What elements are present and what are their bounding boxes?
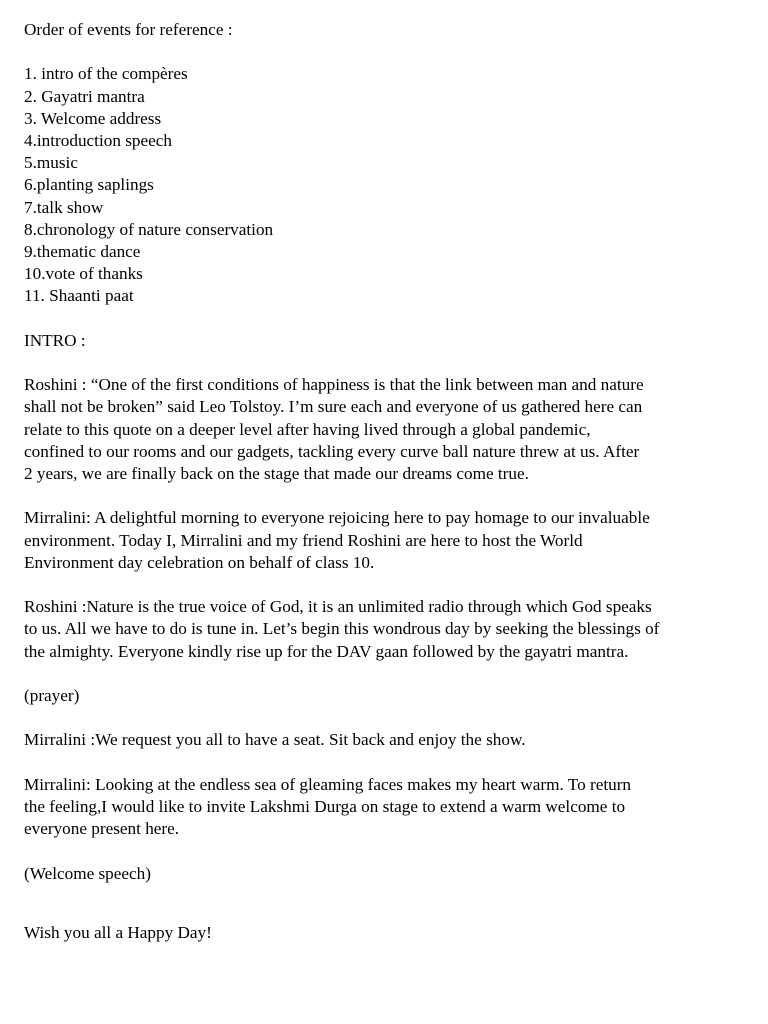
paragraph-line: Mirralini: A delightful morning to everyone rejoicing here to pay homage to our invaluable: [24, 508, 650, 528]
spacer: [24, 41, 760, 63]
events-list: [24, 63, 760, 307]
paragraph-line: the feeling,I would like to invite Lakshmi Durga on stage to extend a warm welcome to: [24, 796, 626, 816]
event-item: 3. Welcome address: [24, 108, 162, 128]
event-item: 11. Shaanti paat: [24, 286, 134, 306]
spacer: [24, 485, 760, 507]
paragraph-line: confined to our rooms and our gadgets, tackling every curve ball nature threw at us. After: [24, 441, 640, 461]
paragraph-line: relate to this quote on a deeper level after having lived through a global pandemic,: [24, 419, 591, 439]
paragraph-mirralini-welcome-invite: [24, 774, 760, 841]
paragraph-line: to us. All we have to do is tune in. Let’s begin this wondrous day by seeking the blessings of: [24, 619, 660, 639]
spacer: [24, 352, 760, 374]
paragraph-roshini-opening: [24, 374, 760, 485]
event-item: 5.music: [24, 153, 78, 173]
spacer: [24, 663, 760, 685]
paragraph-mirralini-seat: Mirralini :We request you all to have a seat. Sit back and enjoy the show.: [24, 730, 526, 750]
document-text: [24, 19, 760, 944]
closing-line: Wish you all a Happy Day!: [24, 922, 212, 942]
event-item: 9.thematic dance: [24, 242, 141, 262]
spacer: [24, 308, 760, 330]
events-heading: Order of events for reference :: [24, 20, 233, 39]
paragraph-line: everyone present here.: [24, 819, 180, 839]
stage-direction-prayer: (prayer): [24, 686, 80, 705]
spacer: [24, 752, 760, 774]
stage-direction-welcome-speech: (Welcome speech): [24, 863, 151, 883]
spacer: [24, 707, 760, 729]
event-item: 8.chronology of nature conservation: [24, 219, 274, 239]
event-item: 6.planting saplings: [24, 175, 154, 195]
paragraph-roshini-prayer-intro: [24, 596, 760, 663]
event-item: 7.talk show: [24, 197, 104, 217]
paragraph-line: Roshini : “One of the first conditions of happiness is that the link between man and nature: [24, 375, 644, 395]
paragraph-line: Mirralini: Looking at the endless sea of gleaming faces makes my heart warm. To return: [24, 774, 632, 794]
spacer: [24, 574, 760, 596]
intro-heading: INTRO :: [24, 330, 86, 350]
event-item: 10.vote of thanks: [24, 264, 143, 284]
paragraph-line: Roshini :Nature is the true voice of God, it is an unlimited radio through which God speaks: [24, 597, 652, 617]
paragraph-line: shall not be broken” said Leo Tolstoy. I’m sure each and everyone of us gathered here can: [24, 397, 643, 417]
event-item: 1. intro of the compères: [24, 64, 188, 84]
spacer: [24, 840, 760, 862]
spacer: [24, 885, 760, 922]
paragraph-line: Environment day celebration on behalf of class 10.: [24, 552, 375, 572]
event-item: 2. Gayatri mantra: [24, 86, 145, 106]
paragraph-line: environment. Today I, Mirralini and my friend Roshini are here to host the World: [24, 530, 583, 550]
paragraph-mirralini-greeting: [24, 507, 760, 574]
paragraph-line: the almighty. Everyone kindly rise up for the DAV gaan followed by the gayatri mantra.: [24, 641, 629, 661]
event-item: 4.introduction speech: [24, 131, 172, 150]
paragraph-line: 2 years, we are finally back on the stage that made our dreams come true.: [24, 464, 529, 484]
